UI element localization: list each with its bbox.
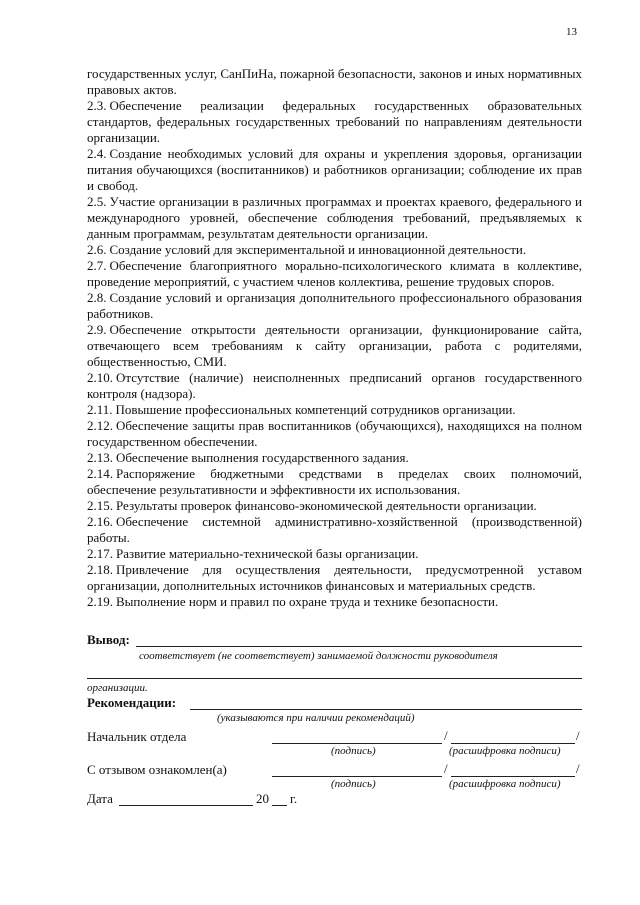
criteria-item-number: 2.12. [87,418,113,433]
criteria-item-text: Обеспечение благоприятного морально-психологического климата в коллективе, проведение мероприятий, с участием членов коллектива, решение трудовых споров. [87,258,582,289]
acknowledged-signature-line[interactable] [272,776,442,777]
criteria-item-number: 2.5. [87,194,107,209]
criteria-item-number: 2.19. [87,594,113,609]
department-head-signature-hint: (подпись) [331,745,376,757]
criteria-item-text: Привлечение для осуществления деятельности, предусмотренной уставом организации, дополнительных источников финансовых и материальных средств. [87,562,582,593]
criteria-item-number: 2.7. [87,258,107,273]
criteria-item-text: Развитие материально-технической базы организации. [116,546,419,561]
recommendations-hint: (указываются при наличии рекомендаций) [217,712,415,724]
department-head-signature-line[interactable] [272,743,442,744]
conclusion-label: Вывод: [87,632,130,647]
criteria-item-number: 2.18. [87,562,113,577]
criteria-item-number: 2.17. [87,546,113,561]
acknowledged-decoding-hint: (расшифровка подписи) [449,778,561,790]
date-year-suffix: г. [290,791,298,806]
department-head-decoding-hint: (расшифровка подписи) [449,745,561,757]
criteria-item-text: Создание условий и организация дополнительного профессионального образования работников. [87,290,582,321]
criteria-item [87,194,582,242]
criteria-item-number: 2.10. [87,370,113,385]
criteria-item-text: Отсутствие (наличие) неисполненных предписаний органов государственного контроля (надзора). [87,370,582,401]
criteria-item [87,146,582,194]
conclusion-line-2[interactable] [87,678,582,679]
department-head-slash: / [444,728,448,743]
criteria-item-number: 2.15. [87,498,113,513]
conclusion-hint: соответствует (не соответствует) занимаемой должности руководителя [139,650,498,662]
criteria-item [87,546,582,562]
criteria-item [87,514,582,546]
criteria-item-text: Участие организации в различных программах и проектах краевого, федерального и международного уровней, обеспечение соблюдения требований, предъявляемых к данным программам, результатам деятельности организации. [87,194,582,241]
conclusion-hint-2: организации. [87,682,148,694]
criteria-item-text: Результаты проверок финансово-экономической деятельности организации. [116,498,537,513]
criteria-item-text: Распоряжение бюджетными средствами в пределах своих полномочий, обеспечение результативности и эффективности их использования. [87,466,582,497]
criteria-item [87,98,582,146]
acknowledged-label: С отзывом ознакомлен(а) [87,762,227,777]
criteria-item [87,66,582,98]
date-year-prefix: 20 [256,791,269,806]
criteria-item [87,450,582,466]
criteria-item-text: Обеспечение реализации федеральных государственных образовательных стандартов, федеральных государственных требований по направлениям деятельности организации. [87,98,582,145]
criteria-item-text: Повышение профессиональных компетенций сотрудников организации. [115,402,516,417]
department-head-label: Начальник отдела [87,729,187,744]
page-number: 13 [566,26,577,38]
criteria-item-number: 2.13. [87,450,113,465]
recommendations-line[interactable] [190,709,582,710]
criteria-item [87,562,582,594]
criteria-item [87,402,582,418]
acknowledged-end-slash: / [576,761,580,776]
criteria-item [87,322,582,370]
criteria-list [87,66,582,610]
criteria-item-text: Обеспечение открытости деятельности организации, функционирование сайта, отвечающего всем требованиям к сайту организации, работа с родителями, общественностью, СМИ. [87,322,582,369]
criteria-item-number: 2.11. [87,402,113,417]
conclusion-line[interactable] [136,646,582,647]
criteria-item-text: Выполнение норм и правил по охране труда и технике безопасности. [116,594,499,609]
criteria-item [87,370,582,402]
date-day-month-line[interactable] [119,805,253,806]
criteria-item-text: Обеспечение системной административно-хозяйственной (производственной) работы. [87,514,582,545]
criteria-item [87,258,582,290]
criteria-item-number: 2.4. [87,146,107,161]
criteria-item-text: Обеспечение выполнения государственного задания. [116,450,409,465]
department-head-decoding-line[interactable] [451,743,575,744]
recommendations-label: Рекомендации: [87,695,177,710]
criteria-item-text: Создание необходимых условий для охраны и укрепления здоровья, организации питания обучающихся (воспитанников) и работников организации; соблюдение их прав и свобод. [87,146,582,193]
criteria-item-number: 2.6. [87,242,107,257]
criteria-item [87,290,582,322]
acknowledged-decoding-line[interactable] [451,776,575,777]
criteria-item-number: 2.3. [87,98,107,113]
department-head-end-slash: / [576,728,580,743]
criteria-item [87,498,582,514]
acknowledged-slash: / [444,761,448,776]
criteria-item-text: Создание условий для экспериментальной и инновационной деятельности. [109,242,527,257]
acknowledged-signature-hint: (подпись) [331,778,376,790]
criteria-item [87,466,582,498]
criteria-item-text: Обеспечение защиты прав воспитанников (обучающихся), находящихся на полном государственном обеспечении. [87,418,582,449]
date-label: Дата [87,791,113,806]
criteria-item [87,242,582,258]
criteria-item-number: 2.14. [87,466,113,481]
criteria-item [87,418,582,450]
date-year-line[interactable] [272,805,287,806]
criteria-item-number: 2.9. [87,322,107,337]
criteria-item [87,594,582,610]
criteria-item-number: 2.16. [87,514,113,529]
criteria-item-number: 2.8. [87,290,107,305]
criteria-item-text: государственных услуг, СанПиНа, пожарной безопасности, законов и иных нормативных правовых актов. [87,66,582,97]
